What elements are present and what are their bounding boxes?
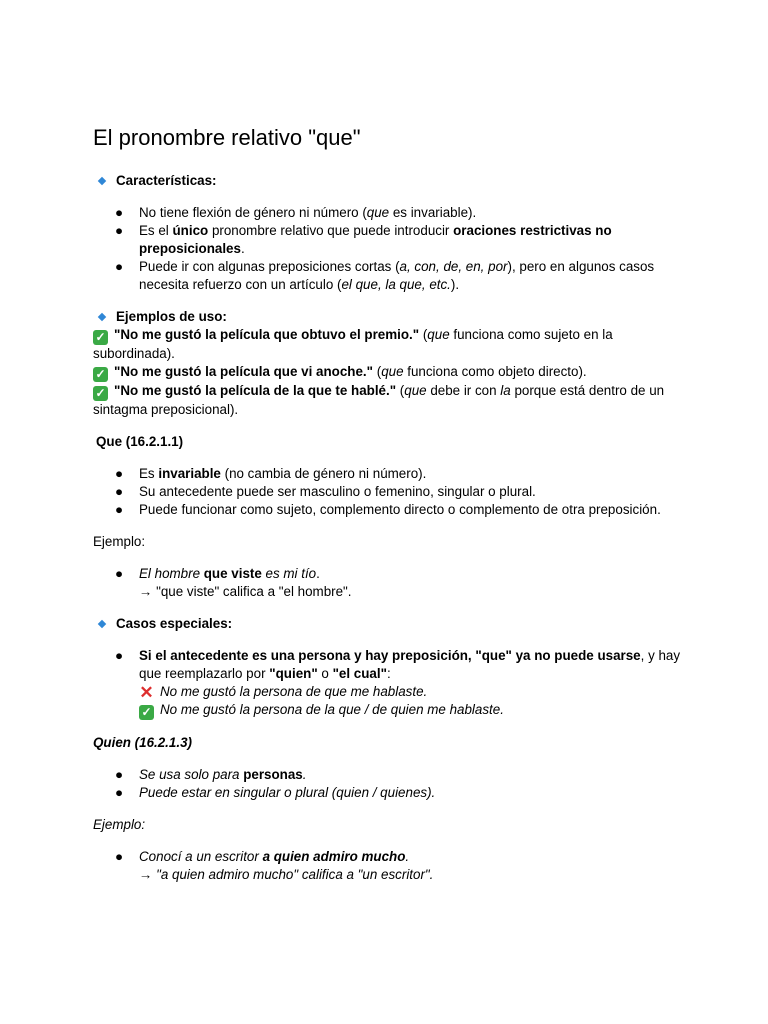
bullet-icon: ● [115,223,124,238]
bullet-icon: ● [115,767,124,782]
document-page [93,124,683,884]
example-line: ✓ "No me gustó la película de la que te hablé." (que debe ir con la porque está dentro de un sintagma preposicional). [93,383,665,417]
list-item: ● Se usa solo para personas. [115,767,307,782]
list-item: ● Su antecedente puede ser masculino o femenino, singular o plural. [115,484,536,499]
bullet-icon: ● [115,466,124,481]
list-item: ● Puede estar en singular o plural (quien / quienes). [115,785,436,800]
example-line: ✓ "No me gustó la película que vi anoche." (que funciona como objeto directo). [93,363,683,382]
check-icon: ✓ [139,705,154,720]
que-example-list [93,565,683,601]
example-label: Ejemplo: [93,817,146,832]
bullet-icon: ● [115,566,124,581]
list-item: ● El hombre que viste es mi tío. → "que viste" califica a "el hombre". [115,566,352,599]
example-label: Ejemplo: [93,534,146,549]
quien-list [93,766,683,802]
list-item: ● Puede funcionar como sujeto, complemento directo o complemento de otra preposición. [115,502,661,517]
caracteristicas-list [93,204,683,294]
casos-list [93,647,683,720]
diamond-bullet-icon [98,313,106,321]
section-heading-que: Que (16.2.1.1) [96,434,184,449]
list-item: ● Es el único pronombre relativo que puede introducir oraciones restrictivas no preposicionales. [115,223,612,256]
diamond-bullet-icon [98,177,106,185]
section-heading-caracteristicas: Características: [93,172,683,190]
diamond-bullet-icon [98,620,106,628]
bullet-icon: ● [115,502,124,517]
que-list [93,465,683,519]
bullet-icon: ● [115,484,124,499]
bullet-icon: ● [115,648,124,663]
check-icon: ✓ [93,367,108,382]
list-item: ● No tiene flexión de género ni número (que es invariable). [115,205,477,220]
quien-example-list [93,848,683,884]
section-heading-casos: Casos especiales: [93,615,683,633]
section-heading-quien: Quien (16.2.1.3) [93,735,192,750]
bullet-icon: ● [115,205,124,220]
cross-icon: ✕ [139,683,154,702]
list-item: ● Conocí a un escritor a quien admiro mucho. → "a quien admiro mucho" califica a "un escritor". [115,849,434,882]
bullet-icon: ● [115,259,124,274]
page-title: El pronombre relativo "que" [93,125,361,150]
example-line: ✓ "No me gustó la película que obtuvo el premio." (que funciona como sujeto en la subordinada). [93,327,613,361]
check-icon: ✓ [93,386,108,401]
bullet-icon: ● [115,785,124,800]
section-heading-ejemplos: Ejemplos de uso: [93,308,683,326]
check-icon: ✓ [93,330,108,345]
list-item: ● Es invariable (no cambia de género ni número). [115,466,427,481]
list-item: ● Si el antecedente es una persona y hay preposición, "que" ya no puede usarse, y hay que reemplazarlo por "quien" o "el cual": ✕ No me gustó la persona de que me hablaste. ✓ No me gustó la persona de la que / de quien me hablaste. [115,648,681,719]
list-item: ● Puede ir con algunas preposiciones cortas (a, con, de, en, por), pero en algunos casos necesita refuerzo con un artículo (el que, la que, etc.). [115,259,655,292]
bullet-icon: ● [115,849,124,864]
